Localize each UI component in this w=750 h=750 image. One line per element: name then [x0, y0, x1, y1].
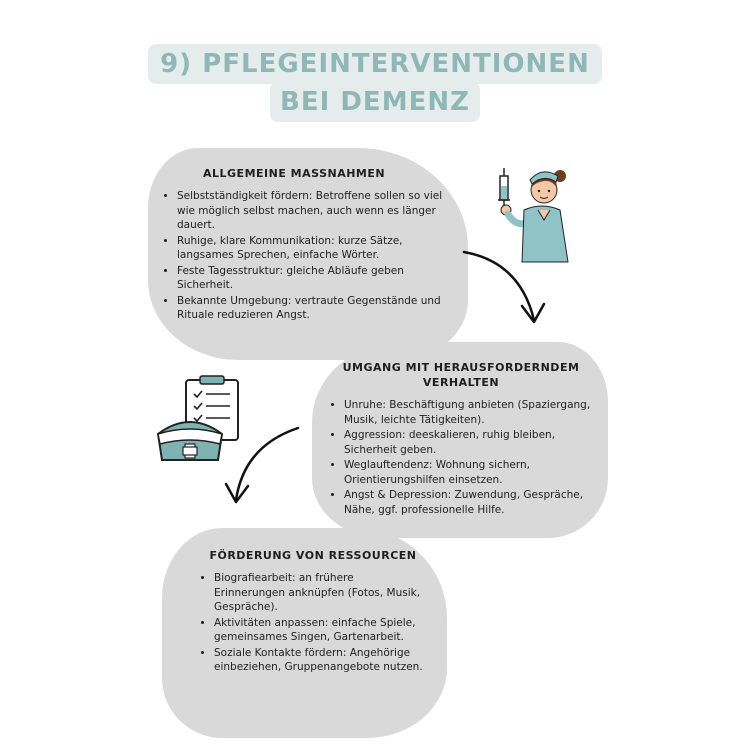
section-heading: UMGANG MIT HERAUSFORDERNDEM VERHALTEN	[342, 361, 580, 389]
list-item: • Feste Tagesstruktur: gleiche Abläufe geben Sicherheit.	[177, 264, 448, 293]
section-heading: ALLGEMEINE MASSNAHMEN	[203, 167, 386, 180]
curved-arrow-down-right-icon	[460, 246, 550, 328]
section-resources	[200, 548, 426, 676]
list-item: • Unruhe: Beschäftigung anbieten (Spaziergang, Musik, leichte Tätigkeiten).	[344, 398, 592, 427]
list-item: • Weglauftendenz: Wohnung sichern, Orientierungshilfen einsetzen.	[344, 458, 592, 487]
nurse-cap-icon	[158, 422, 222, 460]
page-title-line-2: BEI DEMENZ	[270, 82, 480, 122]
curved-arrow-down-left-icon	[218, 424, 304, 508]
list-item: • Aktivitäten anpassen: einfache Spiele, gemeinsames Singen, Gartenarbeit.	[214, 616, 426, 645]
list-item: • Bekannte Umgebung: vertraute Gegenstände und Rituale reduzieren Angst.	[177, 294, 448, 323]
bullet-list	[330, 398, 592, 517]
page-title	[0, 44, 750, 122]
page-title-line-1: 9) PFLEGEINTERVENTIONEN	[148, 44, 602, 84]
list-item: • Biografiearbeit: an frühere Erinnerungen anknüpfen (Fotos, Musik, Gespräche).	[214, 571, 426, 615]
list-item: • Aggression: deeskalieren, ruhig bleiben, Sicherheit geben.	[344, 428, 592, 457]
list-item: • Ruhige, klare Kommunikation: kurze Sätze, langsames Sprechen, einfache Wörter.	[177, 234, 448, 263]
section-challenging-behaviour	[330, 360, 592, 518]
list-item: • Angst & Depression: Zuwendung, Gespräche, Nähe, ggf. professionelle Hilfe.	[344, 488, 592, 517]
bullet-list	[163, 189, 448, 323]
list-item: • Soziale Kontakte fördern: Angehörige einbeziehen, Gruppenangebote nutzen.	[214, 646, 426, 675]
section-heading: FÖRDERUNG VON RESSOURCEN	[209, 549, 417, 562]
list-item: • Selbstständigkeit fördern: Betroffene sollen so viel wie möglich selbst machen, auch wenn es länger dauert.	[177, 189, 448, 233]
bullet-list	[200, 571, 426, 675]
section-general-measures	[163, 166, 448, 324]
